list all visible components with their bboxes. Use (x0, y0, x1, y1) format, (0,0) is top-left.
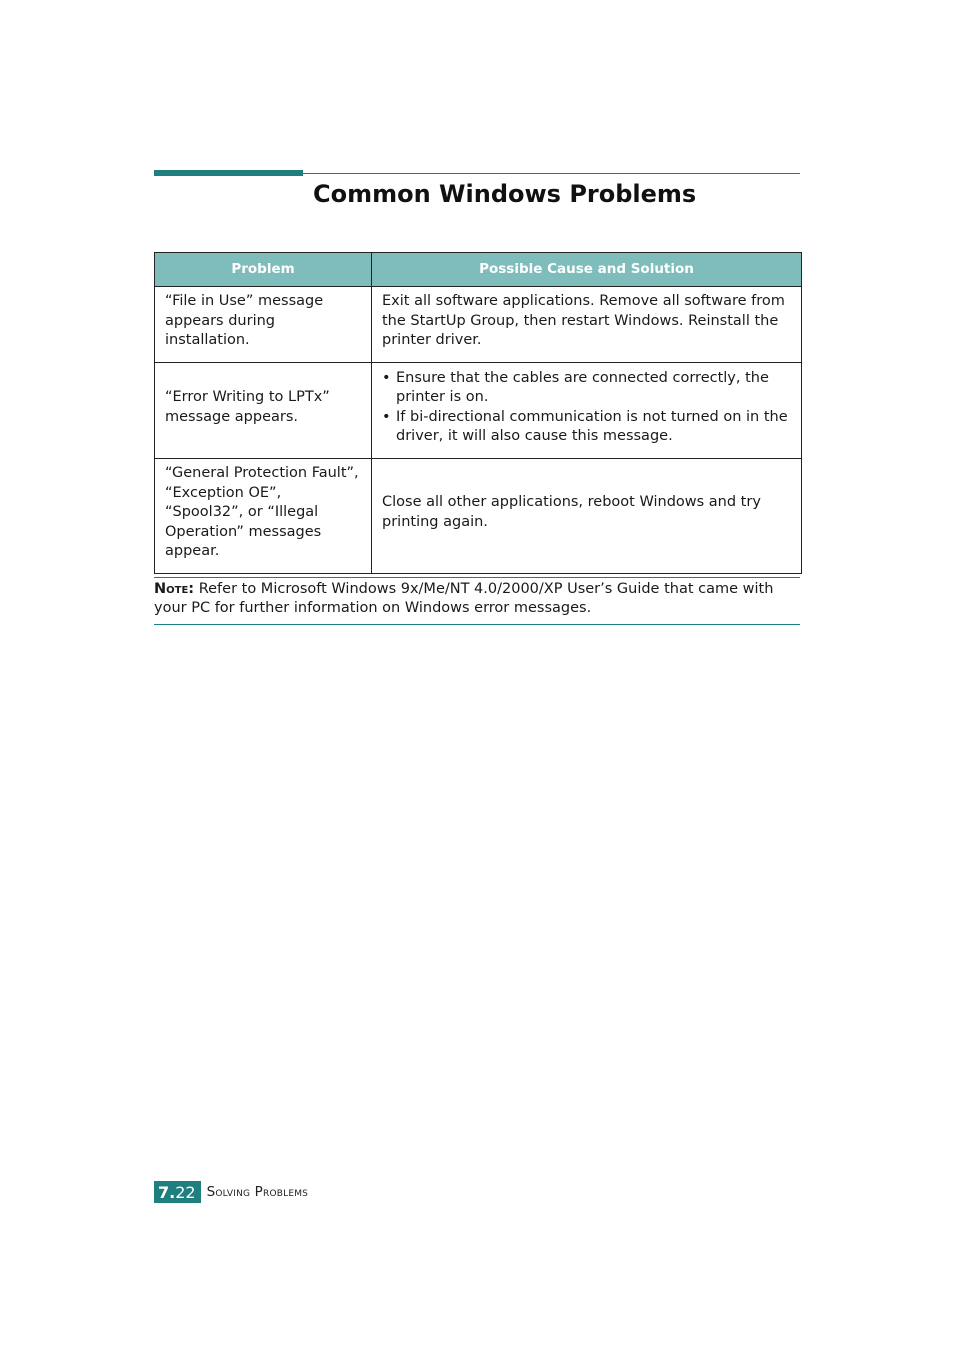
page-number: 22 (175, 1182, 196, 1202)
page-title: Common Windows Problems (313, 180, 697, 208)
page-number-badge (154, 1181, 201, 1203)
section-name: Solving Problems (206, 1184, 309, 1200)
page-footer (154, 1181, 308, 1203)
title-rule (303, 173, 800, 174)
solution-bullet-list (382, 369, 791, 447)
solution-cell: Exit all software applications. Remove all software from the StartUp Group, then restart Windows. Reinstall the printer driver. (372, 287, 802, 363)
note-rule-bottom (154, 624, 800, 625)
problem-cell: “General Protection Fault”, “Exception OE”, “Spool32”, or “Illegal Operation” messages appear. (155, 459, 372, 574)
chapter-number: 7. (158, 1182, 176, 1202)
note-text: Refer to Microsoft Windows 9x/Me/NT 4.0/2000/XP User’s Guide that came with your PC for further information on Windows error messages. (154, 581, 774, 616)
bullet-icon: • (382, 369, 391, 386)
note-label: Note: (154, 581, 195, 597)
bullet-text: Ensure that the cables are connected correctly, the printer is on. (396, 369, 769, 405)
list-item (382, 408, 791, 447)
bullet-icon: • (382, 408, 391, 425)
solution-cell: Close all other applications, reboot Windows and try printing again. (372, 459, 802, 574)
problems-table (154, 252, 802, 574)
column-header-solution: Possible Cause and Solution (372, 253, 802, 287)
column-header-problem: Problem (155, 253, 372, 287)
table-row (155, 287, 802, 363)
bullet-text: If bi-directional communication is not turned on in the driver, it will also cause this message. (396, 408, 788, 444)
table-row (155, 363, 802, 459)
table-row (155, 459, 802, 574)
problem-cell: “Error Writing to LPTx” message appears. (155, 363, 372, 459)
solution-cell (372, 363, 802, 459)
title-accent-bar (154, 170, 303, 176)
note-rule-top (154, 577, 800, 578)
note (154, 580, 802, 618)
table-header-row (155, 253, 802, 287)
list-item (382, 369, 791, 408)
problem-cell: “File in Use” message appears during installation. (155, 287, 372, 363)
